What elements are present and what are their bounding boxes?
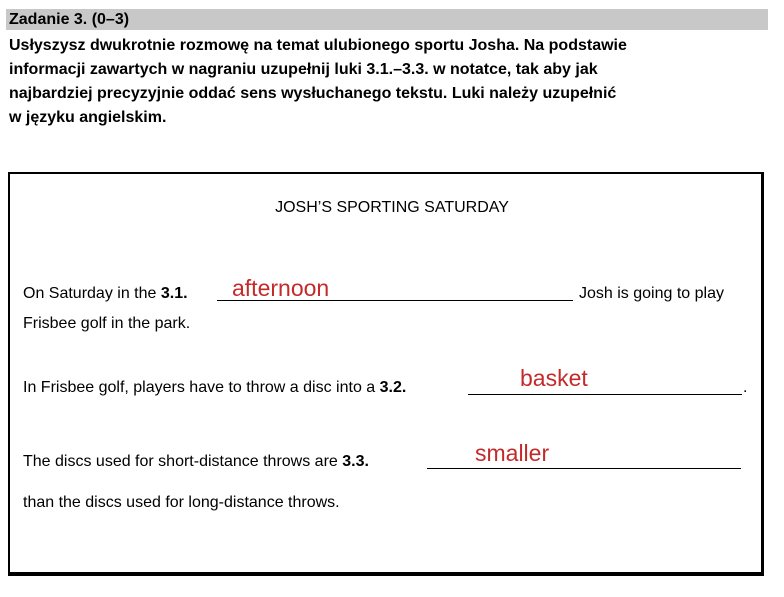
gap-3-2[interactable] bbox=[468, 378, 742, 395]
instruction-line: najbardziej precyzyjnie oddać sens wysłuchanego tekstu. Luki należy uzupełnić bbox=[9, 85, 617, 102]
note-title: JOSH’S SPORTING SATURDAY bbox=[275, 199, 509, 216]
instruction-line: informacji zawartych w nagraniu uzupełnij luki 3.1.–3.3. w notatce, tak aby jak bbox=[9, 61, 598, 78]
item-3-3-number: 3.3. bbox=[342, 453, 369, 470]
item-3-1-after: Josh is going to play bbox=[579, 285, 724, 302]
instruction-line: Usłyszysz dwukrotnie rozmowę na temat ulubionego sportu Josha. Na podstawie bbox=[9, 37, 627, 54]
answer-3-2: basket bbox=[520, 365, 588, 391]
item-3-3-before: The discs used for short-distance throws are bbox=[23, 453, 343, 470]
answer-3-1: afternoon bbox=[232, 275, 330, 301]
item-3-3-continuation: than the discs used for long-distance throws. bbox=[23, 494, 340, 511]
task-instructions bbox=[9, 34, 749, 130]
item-3-1-continuation: Frisbee golf in the park. bbox=[23, 315, 191, 332]
item-3-2-after: . bbox=[743, 379, 748, 396]
task-title: Zadanie 3. (0–3) bbox=[9, 11, 130, 28]
answer-3-3: smaller bbox=[475, 440, 550, 466]
item-3-2-text bbox=[23, 378, 406, 398]
item-3-2-before: In Frisbee golf, players have to throw a disc into a bbox=[23, 379, 380, 396]
note-box bbox=[8, 172, 764, 576]
item-3-1-number: 3.1. bbox=[160, 285, 188, 302]
item-3-1-text bbox=[23, 284, 188, 304]
item-3-2-number: 3.2. bbox=[379, 379, 407, 396]
item-3-3-text bbox=[23, 452, 369, 472]
item-3-1-before: On Saturday in the bbox=[23, 285, 161, 302]
instruction-line: w języku angielskim. bbox=[9, 109, 167, 126]
